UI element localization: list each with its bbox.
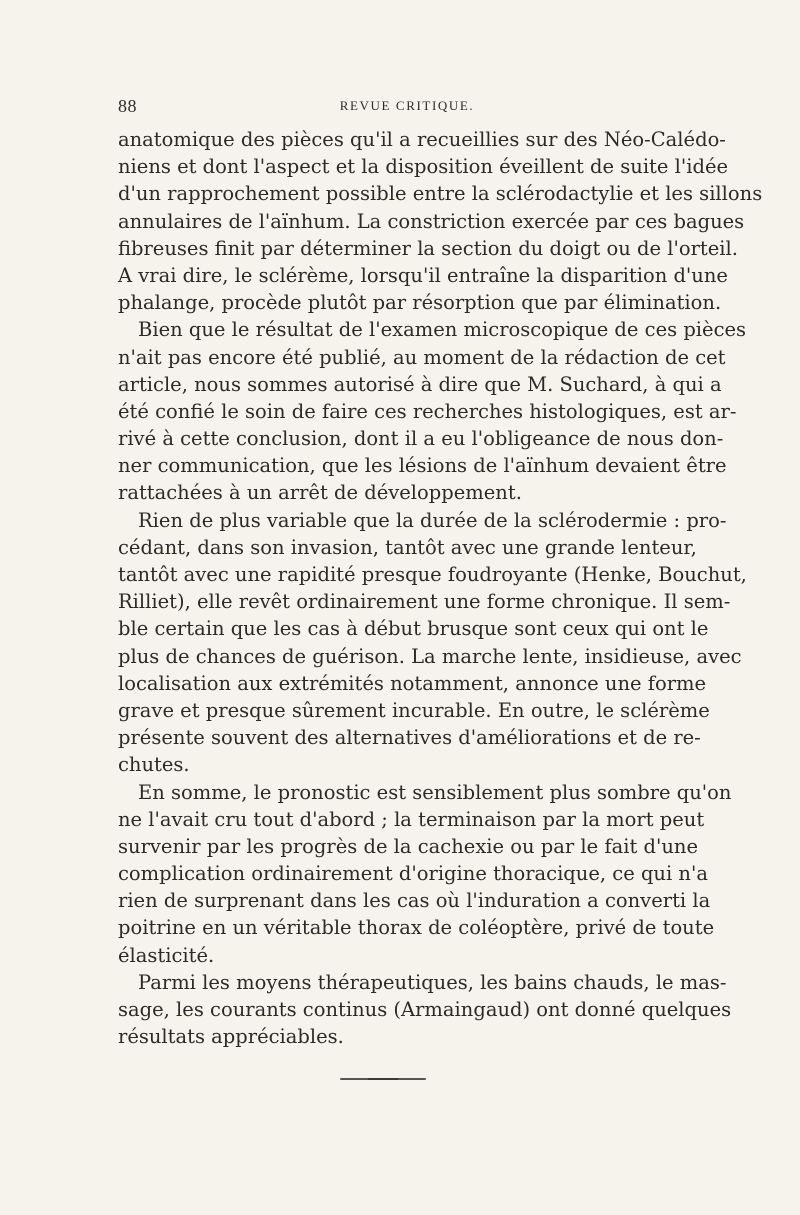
- text-line: élasticité.: [118, 943, 215, 967]
- paragraph-start-line: Parmi les moyens thérapeutiques, les bains chauds, le mas-: [138, 970, 727, 994]
- text-line: grave et presque sûrement incurable. En outre, le sclérème: [118, 698, 710, 722]
- text-line: présente souvent des alternatives d'améliorations et de re-: [118, 726, 701, 750]
- text-line: ne l'avait cru tout d'abord ; la terminaison par la mort peut: [118, 807, 705, 831]
- text-line: poitrine en un véritable thorax de coléoptère, privé de toute: [118, 916, 715, 940]
- text-line: ble certain que les cas à début brusque sont ceux qui ont le: [118, 617, 709, 641]
- text-line: sage, les courants continus (Armaingaud) ont donné quelques: [118, 998, 732, 1021]
- paragraph-start-line: En somme, le pronostic est sensiblement plus sombre qu'on: [138, 780, 732, 804]
- section-divider: [340, 1078, 426, 1080]
- page-header: [118, 96, 696, 120]
- text-line: ner communication, que les lésions de l'aïnhum devaient être: [118, 454, 727, 478]
- text-line: fibreuses finit par déterminer la section du doigt ou de l'orteil.: [118, 236, 738, 260]
- paragraph-start-line: Bien que le résultat de l'examen microscopique de ces pièces: [138, 318, 747, 342]
- text-line: résultats appréciables.: [118, 1025, 344, 1049]
- text-line: article, nous sommes autorisé à dire que M. Suchard, à qui a: [118, 372, 722, 396]
- paragraph-start-line: Rien de plus variable que la durée de la sclérodermie : pro-: [138, 508, 727, 532]
- text-line: plus de chances de guérison. La marche lente, insidieuse, avec: [118, 644, 742, 668]
- text-line: chutes.: [118, 753, 190, 777]
- text-line: niens et dont l'aspect et la disposition éveillent de suite l'idée: [118, 155, 729, 179]
- text-line: rivé à cette conclusion, dont il a eu l'obligeance de nous don-: [118, 427, 724, 451]
- text-line: A vrai dire, le sclérème, lorsqu'il entraîne la disparition d'une: [118, 263, 728, 287]
- text-line: Rilliet), elle revêt ordinairement une forme chronique. Il sem-: [118, 590, 731, 614]
- text-line: cédant, dans son invasion, tantôt avec une grande lenteur,: [118, 535, 697, 559]
- text-line: n'ait pas encore été publié, au moment de la rédaction de cet: [118, 345, 726, 369]
- text-line: complication ordinairement d'origine thoracique, ce qui n'a: [118, 862, 708, 886]
- text-line: tantôt avec une rapidité presque foudroyante (Henke, Bouchut,: [118, 563, 747, 586]
- text-line: survenir par les progrès de la cachexie ou par le fait d'une: [118, 834, 699, 858]
- text-line: annulaires de l'aïnhum. La constriction exercée par ces bagues: [118, 209, 745, 233]
- text-line: localisation aux extrémités notamment, annonce une forme: [118, 671, 707, 695]
- text-line: d'un rapprochement possible entre la sclérodactylie et les sillons: [118, 182, 763, 206]
- text-line: été confié le soin de faire ces recherches histologiques, est ar-: [118, 399, 737, 423]
- running-title: REVUE CRITIQUE.: [339, 98, 475, 113]
- body-text: [118, 126, 763, 1050]
- text-line: anatomique des pièces qu'il a recueillies sur des Néo-Calédo-: [118, 128, 726, 151]
- page-number: 88: [118, 96, 137, 116]
- text-line: phalange, procède plutôt par résorption que par élimination.: [118, 291, 722, 315]
- text-line: rien de surprenant dans les cas où l'induration a converti la: [118, 889, 711, 913]
- text-line: rattachées à un arrêt de développement.: [118, 481, 522, 505]
